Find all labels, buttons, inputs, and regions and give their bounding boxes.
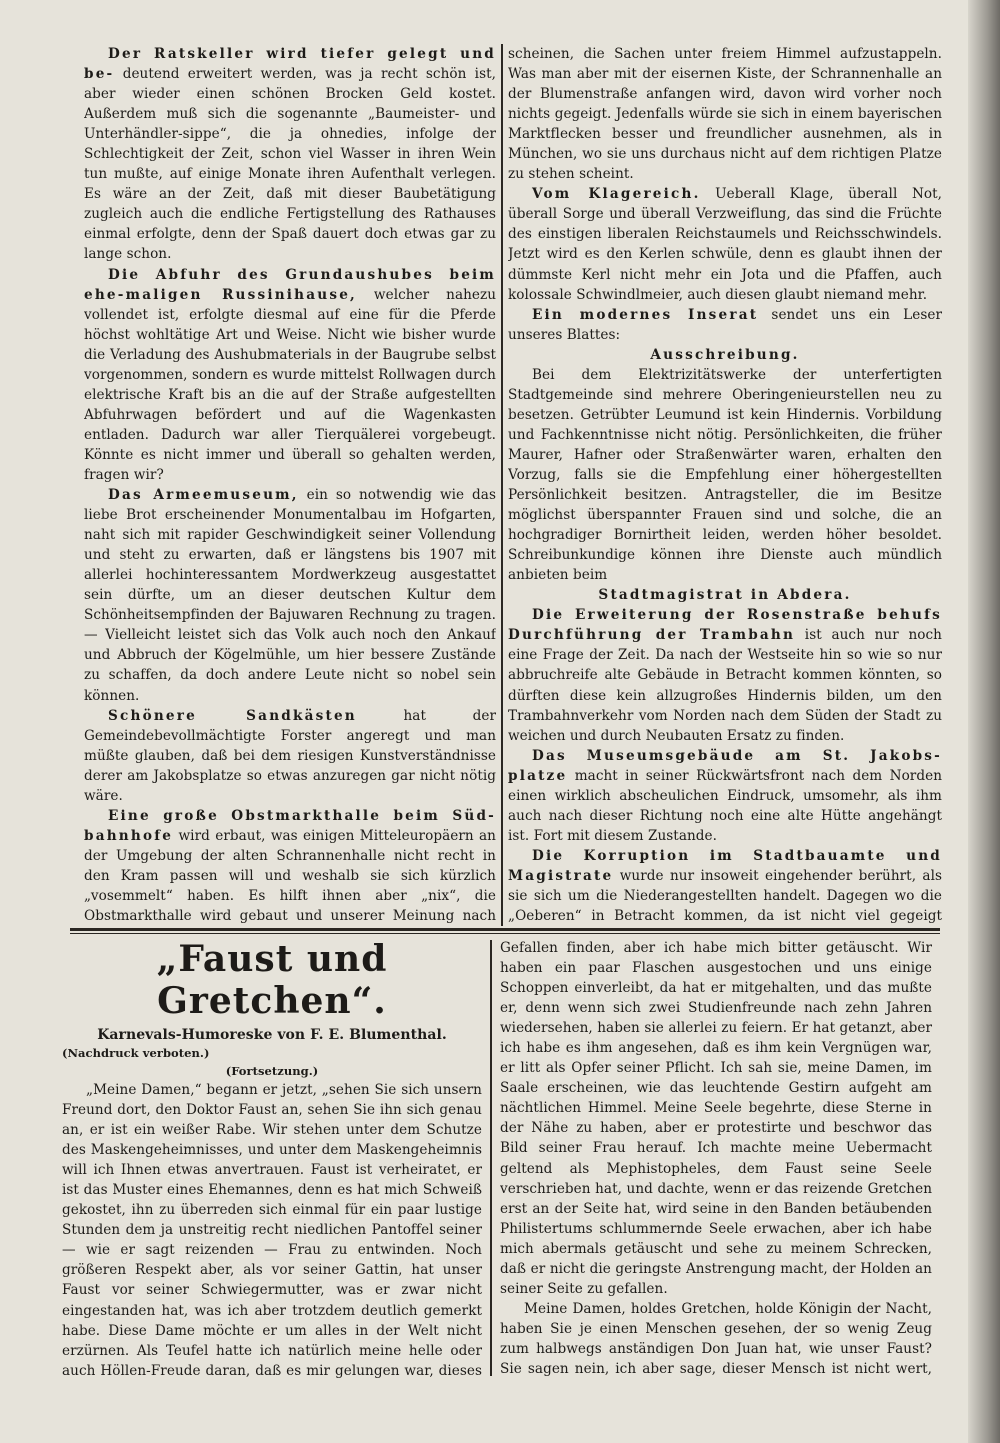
ad-heading-text: Ausschreibung. [650, 346, 800, 363]
article-text: macht in seiner Rückwärtsfront nach dem Norden einen wirklich abscheulichen Eindruck, umsomehr, als ihm auch nach dieser Richtung noch eine alte Hütte angehängt ist. Fort mit diesem Zustande. [508, 767, 942, 844]
column-divider [490, 940, 492, 1376]
ad-sign-text: Stadtmagistrat in Abdera. [598, 587, 852, 604]
article-armeemuseum [84, 485, 496, 706]
article-lead: Die Abfuhr des Grundaushubes beim ehe-maligen Russinihause, [84, 266, 496, 303]
column-divider [501, 44, 503, 926]
reprint-note: (Nachdruck verboten.) [62, 1046, 210, 1060]
article-lead: Die Erweiterung der Rosenstraße behufs Durchführung der Trambahn [508, 607, 942, 644]
article-korruption [508, 846, 942, 924]
top-right-column [508, 44, 942, 924]
feuilleton-subtitle: Karnevals-Humoreske von F. E. Blumenthal. [97, 1027, 447, 1043]
article-text: Ueberall Klage, überall Not, überall Sorge und überall Verzweiflung, das sind die Früchte des einstigen liberalen Reichstaumels und Reichsschwindels. Jetzt wird es den Kerlen schwüle, denn es glaubt ihnen der dümmste Kerl nicht mehr ein Jota und die Pfaffen, auch kolossale Schwindlmeier, auch diesen glaubt niemand mehr. [508, 186, 942, 303]
feuilleton-right-column [500, 938, 932, 1378]
feuilleton-left-column [62, 938, 482, 1378]
section-divider [70, 928, 940, 931]
article-lead: Eine große Obstmarkthalle beim Süd-bahnhofe [84, 807, 496, 844]
article-text: sendet uns ein Leser unseres Blattes: [508, 306, 942, 343]
article-text: ist auch nur noch eine Frage der Zeit. Da nach der Westseite hin so wie so nur abbruchreife alte Gebäude in Betracht kommen könnten, so dürften diese kein allzugroßes Hindernis bilden, um den Trambahnverkehr vom Norden nach dem Süden der Stadt zu weichen und durch Neubauten Ersatz zu finden. [508, 627, 942, 744]
article-text: deutend erweitert werden, was ja recht schön ist, aber wieder einen schönen Brocken Geld kostet. Außerdem muß sich die sogenannte „Baumeister- und Unterhändler-sippe“, die ja ohnedies, infolge der Schlechtigkeit der Zeit, schon viel Wasser in ihren Wein tun mußte, auf einige Monate ihren Aufenthalt verlegen. Es wäre an der Zeit, daß mit dieser Baubetätigung zugleich auch die endliche Fertigstellung des Rathauses einmal erfolgte, denn der Spaß dauert doch etwas gar zu lange schon. [84, 66, 496, 263]
article-lead: Vom Klagereich. [532, 186, 701, 203]
article-grundaushub [84, 265, 496, 486]
article-obstmarkthalle [84, 806, 496, 924]
ad-heading [508, 345, 942, 365]
article-text: wird erbaut, was einigen Mitteleuropäern an der Umgebung der alten Schrannenhalle nicht recht in den Kram passen will und weshalb sie sich kürzlich „vosemmelt“ haben. Es hilft ihnen aber „nix“, die Obstmarkthalle wird gebaut und unserer Meinung nach [84, 827, 496, 924]
feuilleton-text-right: Gefallen finden, aber ich habe mich bitter getäuscht. Wir haben ein paar Flaschen ausgestochen und uns einige Schoppen einverleibt, da hat er mitgehalten, und das mußte er, denn wenn sich zwei Studienfreunde nach zehn Jahren wiedersehen, haben sie allerlei zu feiern. Er hat getanzt, aber ich habe es ihm angesehen, daß es ihm kein Vergnügen war, er litt als Opfer seiner Pflicht. Ich sah sie, meine Damen, im Saale erscheinen, wie das leuchtende Gestirn aufgeht am nächtlichen Himmel. Meine Seele begehrte, diese Sterne in der Nähe zu haben, aber er protestirte und beschwor das Bild seiner Frau herauf. Ich machte meine Uebermacht geltend als Mephistopheles, dem Faust seine Seele verschrieben hat, und dachte, wenn er das reizende Gretchen erst an der Seite hat, wird seine in den Banden betäubenden Philistertums schlummernde Seele erwachen, aber ich habe mich abermals getäuscht und sehe zu meinem Schrecken, daß er nicht die geringste Anstrengung macht, der Holden an seiner Seite zu gefallen. [500, 940, 932, 1297]
article-text: wurde nur insoweit eingehender berührt, als sie sich um die Niederangestellten handelt. Dagegen wo die „Oeberen“ in Betracht kommen, da ist nicht viel gegeigt [508, 867, 942, 924]
feuilleton-text-right-2: Meine Damen, holdes Gretchen, holde Königin der Nacht, haben Sie je einen Menschen gesehen, der so wenig Zeug zum halbwegs anständigen Don Juan hat, wie unser Faust? Sie sagen nein, ich aber sage, dieser Mensch ist nicht wert, [500, 1300, 932, 1377]
article-rosenstrasse [508, 605, 942, 745]
article-lead: Schönere Sandkästen [108, 707, 357, 724]
article-text: hat der Gemeindebevollmächtigte Forster angeregt und man müßte glauben, daß bei dem riesigen Kunstverständnisse derer am Jakobsplatze so etwas anzuregen gar nicht nötig wäre. [84, 707, 496, 804]
article-lead: Ein modernes Inserat [532, 306, 759, 323]
ad-body: Bei dem Elektrizitätswerke der unterfertigten Stadtgemeinde sind mehrere Oberingenieurstellen neu zu besetzen. Getrübter Leumund ist kein Hindernis. Vorbildung und Fachkenntnisse nicht nötig. Persönlichkeiten, die früher Maurer, Hafner oder Straßenwärter waren, erhalten den Vorzug, falls sie die Empfehlung einer höhergestellten Persönlichkeit besitzen. Antragsteller, die im Besitze möglichst überspannter Frauen sind und solche, die an hochgradiger Bornirtheit leiden, werden höher besoldet. Schreibunkundige können ihre Dienste auch mündlich anbieten beim [508, 366, 942, 584]
article-lead: Das Museumsgebäude am St. Jakobs-platze [508, 747, 942, 784]
feuilleton-title: „Faust und Gretchen“. [156, 938, 388, 1022]
article-inserat [508, 305, 942, 345]
article-lead: Das Armeemuseum, [108, 487, 299, 504]
top-left-column [84, 44, 496, 924]
continuation-note: (Fortsetzung.) [225, 1064, 319, 1078]
section-divider-thin [70, 933, 940, 934]
article-lead: Der Ratskeller wird tiefer gelegt und be- [84, 46, 496, 83]
article-continuation: scheinen, die Sachen unter freiem Himmel aufzustappeln. Was man aber mit der eisernen Kiste, der Schrannenhalle an der Blumenstraße anfangen wird, davon wird vorher noch nichts gegeigt. Jedenfalls würde sie sich in einem bayerischen Marktflecken besser und freundlicher ausnehmen, als in München, wo sie uns durchaus nicht auf dem richtigen Platze zu stehen scheint. [508, 46, 942, 183]
article-ratskeller [84, 44, 496, 265]
article-lead: Die Korruption im Stadtbauamte und Magistrate [508, 847, 942, 884]
feuilleton-text-left: „Meine Damen,“ begann er jetzt, „sehen Sie sich unsern Freund dort, den Doktor Faust an, sehen Sie ihn sich genau an, er ist ein weißer Rabe. Wir stehen unter dem Schutze des Maskengeheimnisses, und unter dem Maskengeheimnis will ich Ihnen etwas anvertrauen. Faust ist verheiratet, er ist das Muster eines Ehemannes, denn es hat mich Schweiß gekostet, ihn zu überreden sich einmal für ein paar lustige Stunden dem ja unstreitig recht niedlichen Pantoffel seiner — wie er sagt reizenden — Frau zu entwinden. Noch größeren Respekt aber, als vor seiner Gattin, hat unser Faust vor seiner Schwiegermutter, was er zwar nicht eingestanden hat, was ich aber trotzdem deutlich gemerkt habe. Diese Dame möchte er um alles in der Welt nicht erzürnen. Als Teufel hatte ich natürlich meine helle oder auch Höllen-Freude daran, daß es mir gelungen war, dieses [62, 1082, 482, 1378]
article-sandkaesten [84, 706, 496, 806]
article-klagereich [508, 184, 942, 304]
article-museumsgebaeude [508, 746, 942, 846]
article-text: ein so notwendig wie das liebe Brot erscheinender Monumentalbau im Hofgarten, naht sich mit rapider Geschwindigkeit seiner Vollendung und steht zu erwarten, daß er längstens bis 1907 mit allerlei hochinteressantem Mordwerkzeug ausgestattet sein dürfte, um an dieser deutschen Kultur dem Schönheitsempfinden der Bajuwaren Rechnung zu tragen. — Vielleicht leistet sich das Volk auch noch den Ankauf und Abbruch der Kögelmühle, um hier bessere Zustände zu schaffen, da doch andere Leute nicht so nobel sein können. [84, 487, 496, 704]
ad-sign [508, 585, 942, 605]
article-text: welcher nahezu vollendet ist, erfolgte diesmal auf eine für die Pferde höchst wohltätige Art und Weise. Nicht wie bisher wurde die Verladung des Aushubmaterials in der Baugrube selbst vorgenommen, sondern es wurde mittelst Rollwagen durch elektrische Kraft bis an die auf der Straße aufgestellten Abfuhrwagen befördert und auf die Wagenkasten entladen. Dadurch war aller Tierquälerei vorgebeugt. Könnte es nicht immer und überall so gehalten werden, fragen wir? [84, 286, 496, 483]
